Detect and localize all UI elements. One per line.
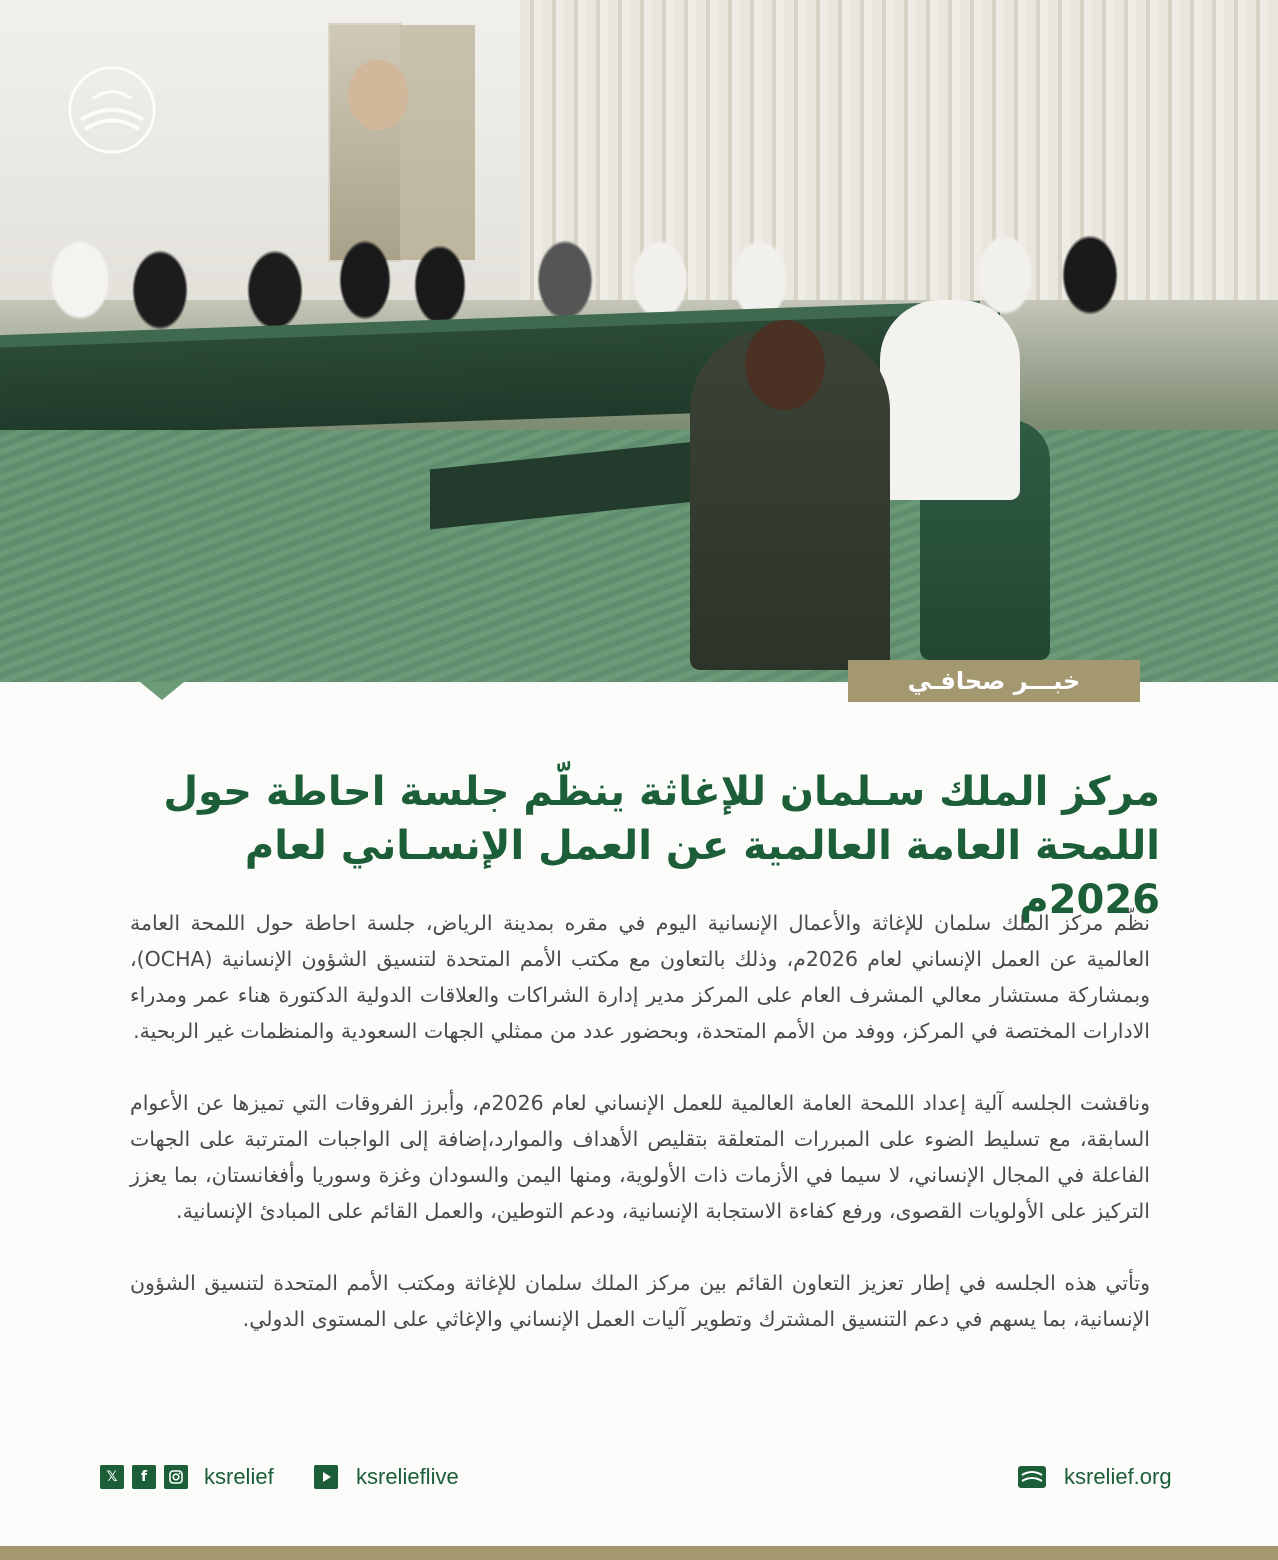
website-url[interactable]: ksrelief.org (1064, 1464, 1172, 1489)
ksrelief-logo-icon (1018, 1466, 1046, 1488)
meeting-photo (0, 0, 1278, 682)
bottom-bar (0, 1546, 1278, 1560)
headline (110, 765, 1160, 927)
paragraph-1: نظّم مركز الملك سلمان للإغاثة والأعمال الإنسانية اليوم في مقره بمدينة الرياض، جلسة احاطة حول اللمحة العامة العالمية عن العمل الإنساني لعام 2026م، وذلك بالتعاون مع مكتب الأمم المتحدة لتنسيق الشؤون الإنسانية (OCHA)، وبمشاركة مستشار معالي المشرف العام على المركز مدير إدارة الشراكات والعلاقات الدولية الدكتورة هناء عمر ومدراء الادارات المختصة في المركز، ووفد من الأمم المتحدة، وبحضور عدد من ممثلي الجهات السعودية والمنظمات غير الربحية. (130, 911, 1150, 1043)
ksrelief-logo-icon (64, 62, 160, 158)
instagram-icon[interactable] (164, 1465, 188, 1489)
x-icon[interactable]: 𝕏 (100, 1465, 124, 1489)
footer (0, 1458, 1278, 1498)
photo-notch (140, 682, 184, 700)
headline-line-2: اللمحة العامة العالمية عن العمل الإنسـاني لعام 2026م (244, 823, 1160, 923)
headline-line-1: مركز الملك سـلمان للإغاثة ينظّم جلسة احاطة حول (163, 769, 1160, 815)
youtube-icon[interactable] (314, 1465, 338, 1489)
live-link (314, 1464, 459, 1490)
social-links (100, 1464, 274, 1490)
live-handle[interactable]: ksrelieflive (356, 1464, 459, 1489)
facebook-icon[interactable]: f (132, 1465, 156, 1489)
paragraph-2: وناقشت الجلسه آلية إعداد اللمحة العامة العالمية للعمل الإنساني لعام 2026م، وأبرز الفروقات التي تميزها عن الأعوام السابقة، مع تسليط الضوء على المبررات المتعلقة بتقليص الأهداف والموارد،إضافة إلى الواجبات المترتبة على الجهات الفاعلة في المجال الإنساني، لا سيما في الأزمات ذات الأولوية، ومنها اليمن والسودان وغزة وسوريا وأفغانستان، بما يعزز التركيز على الأولويات القصوى، ورفع كفاءة الاستجابة الإنسانية، ودعم التوطين، والعمل القائم على المبادئ الإنسانية. (130, 1091, 1150, 1223)
paragraph-3: وتأتي هذه الجلسه في إطار تعزيز التعاون القائم بين مركز الملك سلمان للإغاثة ومكتب الأمم المتحدة لتنسيق الشؤون الإنسانية، بما يسهم في دعم التنسيق المشترك وتطوير آليات العمل الإنساني والإغاثي على المستوى الدولي. (130, 1271, 1150, 1331)
news-tag: خبـــر صحافـي (848, 660, 1140, 702)
website-link (1018, 1464, 1172, 1490)
social-handle[interactable]: ksrelief (204, 1464, 274, 1489)
article-body (130, 905, 1150, 1373)
